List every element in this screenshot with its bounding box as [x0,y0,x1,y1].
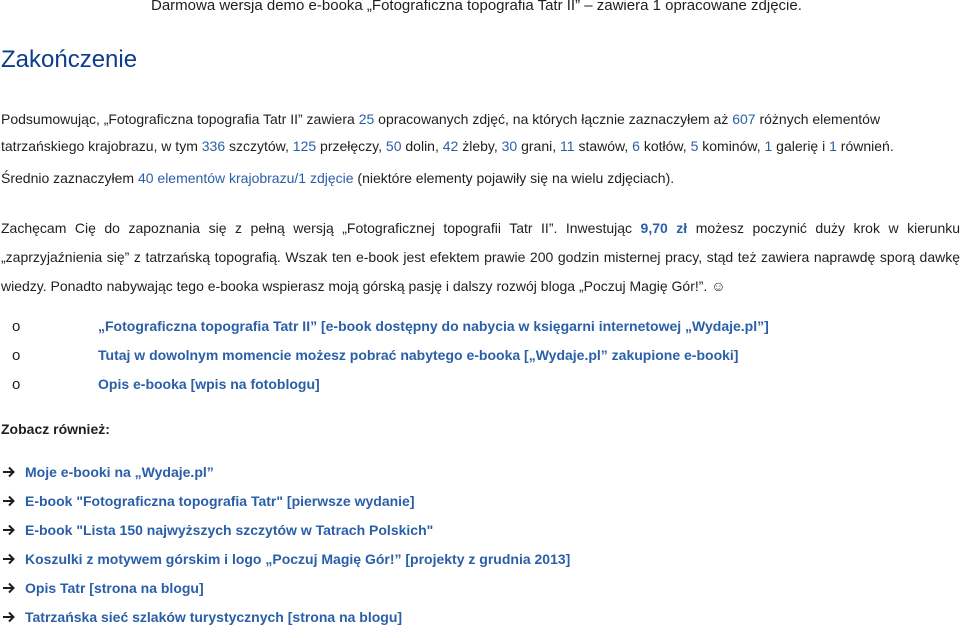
arrow-right-icon [2,494,16,508]
count-ridges: 30 [501,138,518,154]
download-purchased-link[interactable]: Tutaj w dowolnym momencie możesz pobrać nabytego e-booka [„Wydaje.pl” zakupione e-booki] [98,347,739,363]
count-valleys: 50 [385,138,402,154]
tatra-description-link[interactable]: Opis Tatr [strona na blogu] [25,580,204,596]
average-highlight: 40 elementów krajobrazu/1 zdjęcie [137,170,354,186]
first-edition-link[interactable]: E-book "Fotograficzna topografia Tatr" [pierwsze wydanie] [25,493,415,509]
my-ebooks-link[interactable]: Moje e-booki na „Wydaje.pl” [25,464,214,480]
average-paragraph: Średnio zaznaczyłem 40 elementów krajobrazu/1 zdjęcie (niektóre elementy pojawiły się na wielu zdjęciach). [1,170,675,186]
ebook-description-link[interactable]: Opis e-booka [wpis na fotoblogu] [98,376,320,392]
count-passes: 125 [292,138,317,154]
ebook-store-link[interactable]: „Fotograficzna topografia Tatr II” [e-book dostępny do nabycia w księgarni internetowej „Wydaje.pl”] [98,318,769,334]
page-header: Darmowa wersja demo e-booka „Fotograficzna topografia Tatr II” – zawiera 1 opracowane zdjęcie. [151,0,802,14]
bullet-icon: o [12,376,21,393]
count-galleries: 1 [764,138,773,154]
see-also-heading: Zobacz również: [1,421,110,437]
peaks-list-link[interactable]: E-book "Lista 150 najwyższych szczytów w Tatrach Polskich" [25,522,434,538]
arrow-right-icon [2,523,16,537]
count-chimneys: 5 [690,138,699,154]
count-elements: 607 [732,111,756,127]
price: 9,70 zł [640,220,688,236]
count-gullies: 42 [442,138,459,154]
bullet-icon: o [12,347,21,364]
arrow-right-icon [2,552,16,566]
tshirts-link[interactable]: Koszulki z motywem górskim i logo „Poczuj Magię Gór!” [projekty z grudnia 2013] [25,551,571,567]
count-plains: 1 [829,138,837,154]
bullet-icon: o [12,318,21,335]
arrow-right-icon [2,610,16,624]
count-photos: 25 [358,111,375,127]
count-peaks: 336 [201,138,226,154]
count-ponds: 11 [560,138,575,154]
arrow-right-icon [2,465,16,479]
page-title: Zakończenie [1,46,138,73]
encouragement-paragraph: Zachęcam Cię do zapoznania się z pełną wersją „Fotograficznej topografii Tatr II”. Inwestując 9,70 zł możesz poczynić duży krok w kierunku „zaprzyjaźnienia się” z tatrzańską topografią. Wszak ten e-book jest efektem prawie 200 godzin misternej pracy, stąd też zawiera naprawdę sporą dawkę wiedzy. Ponadto nabywając tego e-booka wspierasz moją górską pasję i dalszy rozwój bloga „Poczuj Magię Gór!”. ☺ [1,220,960,294]
trail-network-link[interactable]: Tatrzańska sieć szlaków turystycznych [strona na blogu] [25,609,403,625]
summary-paragraph: Podsumowując, „Fotograficzna topografia Tatr II” zawiera 25 opracowanych zdjęć, na których łącznie zaznaczyłem aż 607 różnych elementów tatrzańskiego krajobrazu, w tym 336 szczytów, 125 przełęczy, 50 dolin, 42 żleby, 30 grani, 11 stawów, 6 kotłów, 5 kominów, 1 galerię i 1 równień. [1,111,894,154]
count-cirques: 6 [632,138,640,154]
arrow-right-icon [2,581,16,595]
